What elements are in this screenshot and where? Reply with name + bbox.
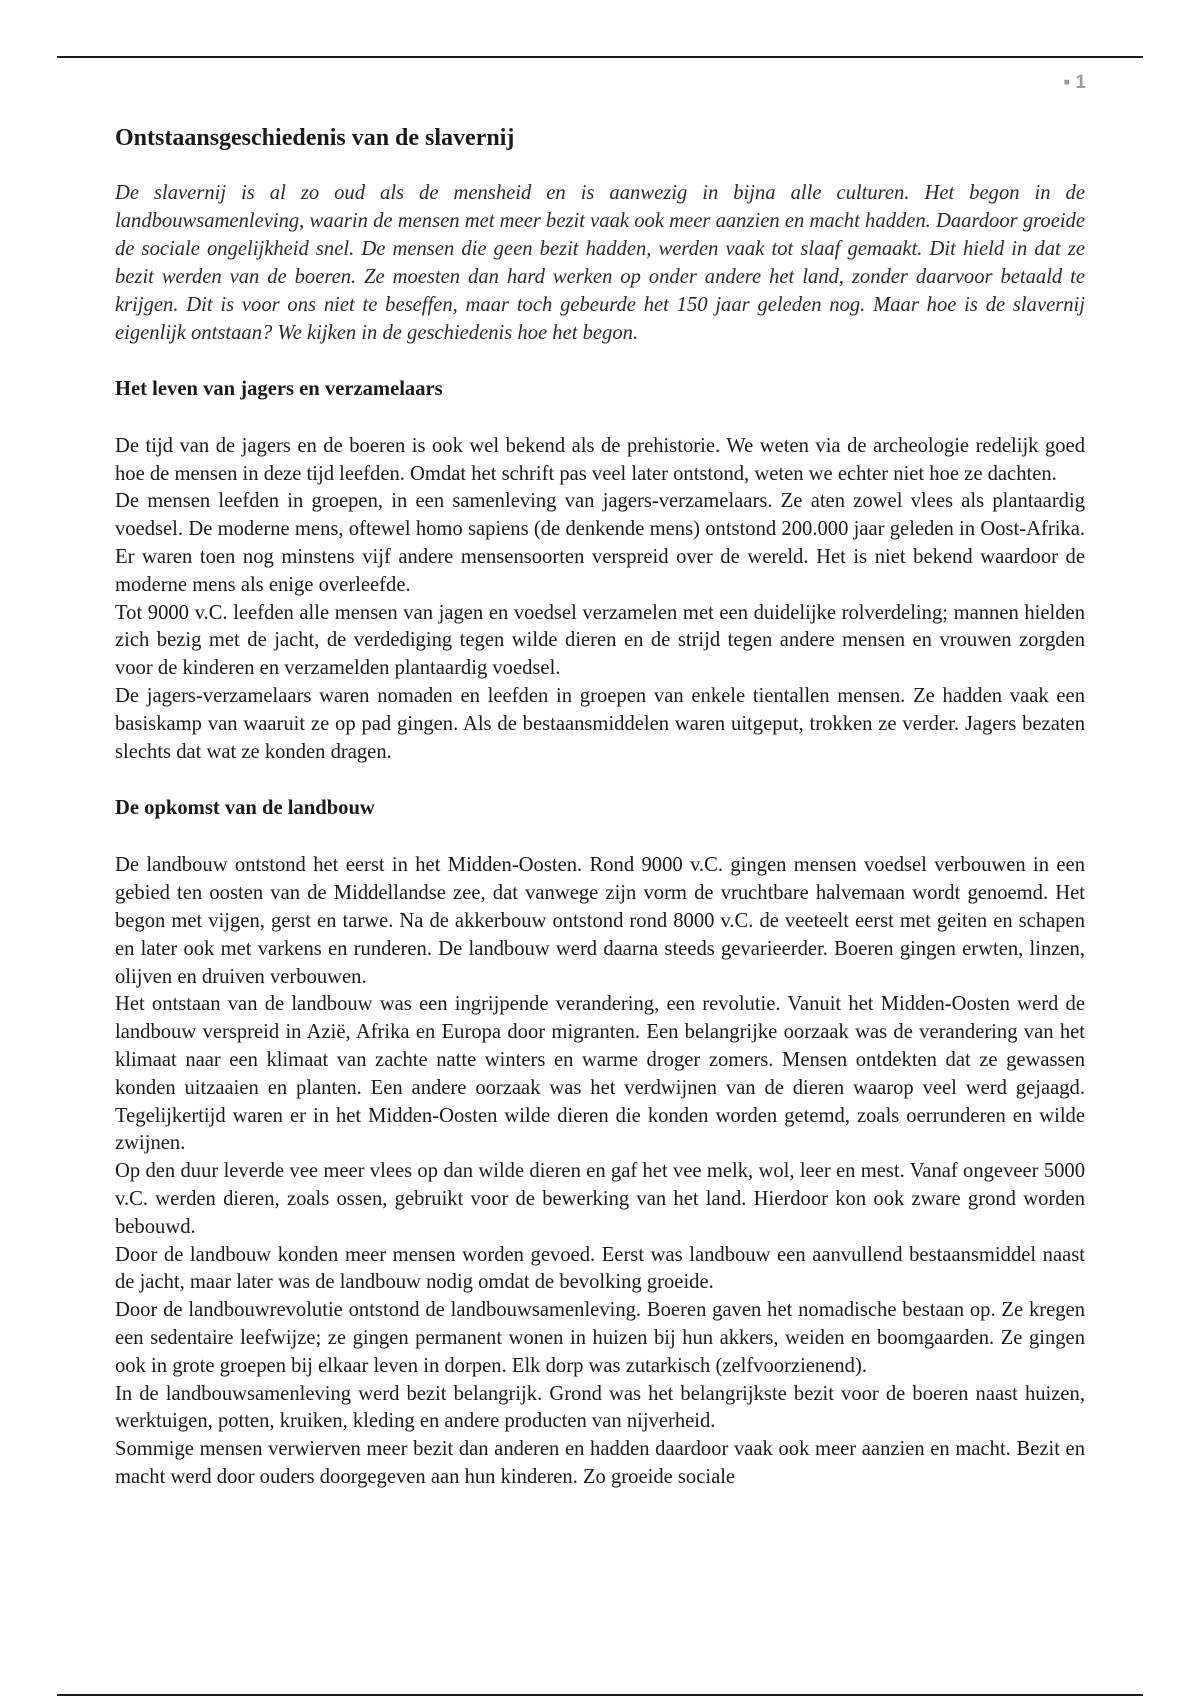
- document-title: Ontstaansgeschiedenis van de slavernij: [115, 125, 515, 151]
- intro-paragraph: De slavernij is al zo oud als de mensheid en is aanwezig in bijna alle culturen. Het begon in de landbouwsamenleving, waarin de mensen met meer bezit vaak ook meer aanzien en macht hadden. Daardoor groeide de sociale ongelijkheid snel. De mensen die geen bezit hadden, werden vaak tot slaaf gemaakt. Dit hield in dat ze bezit werden van de boeren. Ze moesten dan hard werken op onder andere het land, zonder daarvoor betaald te krijgen. Dit is voor ons niet te beseffen, maar toch gebeurde het 150 jaar geleden nog. Maar hoe is de slavernij eigenlijk ontstaan? We kijken in de geschiedenis hoe het begon.: [115, 181, 1085, 344]
- body-paragraph: De landbouw ontstond het eerst in het Midden-Oosten. Rond 9000 v.C. gingen mensen voedsel verbouwen in een gebied ten oosten van de Middellandse zee, dat vanwege zijn vorm de vruchtbare halvemaan wordt genoemd. Het begon met vijgen, gerst en tarwe. Na de akkerbouw ontstond rond 8000 v.C. de veeteelt eerst met geiten en schapen en later ook met varkens en runderen. De landbouw werd daarna steeds gevarieerder. Boeren gingen erwten, linzen, olijven en druiven verbouwen.: [115, 854, 1085, 988]
- body-paragraph: De mensen leefden in groepen, in een samenleving van jagers-verzamelaars. Ze aten zowel vlees als plantaardig voedsel. De moderne mens, oftewel homo sapiens (de denkende mens) ontstond 200.000 jaar geleden in Oost-Afrika. Er waren toen nog minstens vijf andere mensensoorten verspreid over de wereld. Het is niet bekend waardoor de moderne mens als enige overleefde.: [115, 490, 1085, 596]
- body-paragraph: Op den duur leverde vee meer vlees op dan wilde dieren en gaf het vee melk, wol, leer en mest. Vanaf ongeveer 5000 v.C. werden dieren, zoals ossen, gebruikt voor de bewerking van het land. Hierdoor kon ook zware grond worden bebouwd.: [115, 1160, 1085, 1238]
- body-paragraph: Het ontstaan van de landbouw was een ingrijpende verandering, een revolutie. Vanuit het Midden-Oosten werd de landbouw verspreid in Azië, Afrika en Europa door migranten. Een belangrijke oorzaak was de verandering van het klimaat naar een klimaat van zachte natte winters en warme droger zomers. Mensen ontdekten dat ze gewassen konden uitzaaien en planten. Een andere oorzaak was het verdwijnen van de dieren waarop veel werd gejaagd. Tegelijkertijd waren er in het Midden-Oosten wilde dieren die konden worden getemd, zoals oerrunderen en wilde zwijnen.: [115, 993, 1085, 1155]
- body-paragraph: Sommige mensen verwierven meer bezit dan anderen en hadden daardoor vaak ook meer aanzien en macht. Bezit en macht werd door ouders doorgegeven aan hun kinderen. Zo groeide sociale: [115, 1438, 1085, 1488]
- body-paragraph: De tijd van de jagers en de boeren is ook wel bekend als de prehistorie. We weten via de archeologie redelijk goed hoe de mensen in deze tijd leefden. Omdat het schrift pas veel later ontstond, weten we echter niet hoe ze dachten.: [115, 434, 1085, 485]
- section-heading-landbouw: De opkomst van de landbouw: [115, 797, 375, 820]
- page-content: [115, 124, 1085, 1492]
- body-paragraph: Door de landbouwrevolutie ontstond de landbouwsamenleving. Boeren gaven het nomadische bestaan op. Ze kregen een sedentaire leefwijze; ze gingen permanent wonen in huizen bij hun akkers, weiden en boomgaarden. Ze gingen ook in grote groepen bij elkaar leven in dorpen. Elk dorp was zutarkisch (zelfvoorzienend).: [115, 1299, 1085, 1377]
- page-number: ▪ 1: [1063, 72, 1086, 93]
- body-paragraph: In de landbouwsamenleving werd bezit belangrijk. Grond was het belangrijkste bezit voor de boeren naast huizen, werktuigen, potten, kruiken, kleding en andere producten van nijverheid.: [115, 1382, 1085, 1433]
- body-paragraph: Tot 9000 v.C. leefden alle mensen van jagen en voedsel verzamelen met een duidelijke rolverdeling; mannen hielden zich bezig met de jacht, de verdediging tegen wilde dieren en de strijd tegen andere mensen en vrouwen zorgden voor de kinderen en verzamelden plantaardig voedsel.: [115, 601, 1085, 680]
- footer-rule: [57, 1694, 1143, 1696]
- body-paragraph: De jagers-verzamelaars waren nomaden en leefden in groepen van enkele tientallen mensen. Ze hadden vaak een basiskamp van waaruit ze op pad gingen. Als de bestaansmiddelen waren uitgeput, trokken ze verder. Jagers bezaten slechts dat wat ze konden dragen.: [115, 684, 1085, 763]
- header-rule: [57, 56, 1143, 58]
- body-paragraph: Door de landbouw konden meer mensen worden gevoed. Eerst was landbouw een aanvullend bestaansmiddel naast de jacht, maar later was de landbouw nodig omdat de bevolking groeide.: [115, 1243, 1085, 1294]
- section-heading-jagers: Het leven van jagers en verzamelaars: [115, 377, 443, 400]
